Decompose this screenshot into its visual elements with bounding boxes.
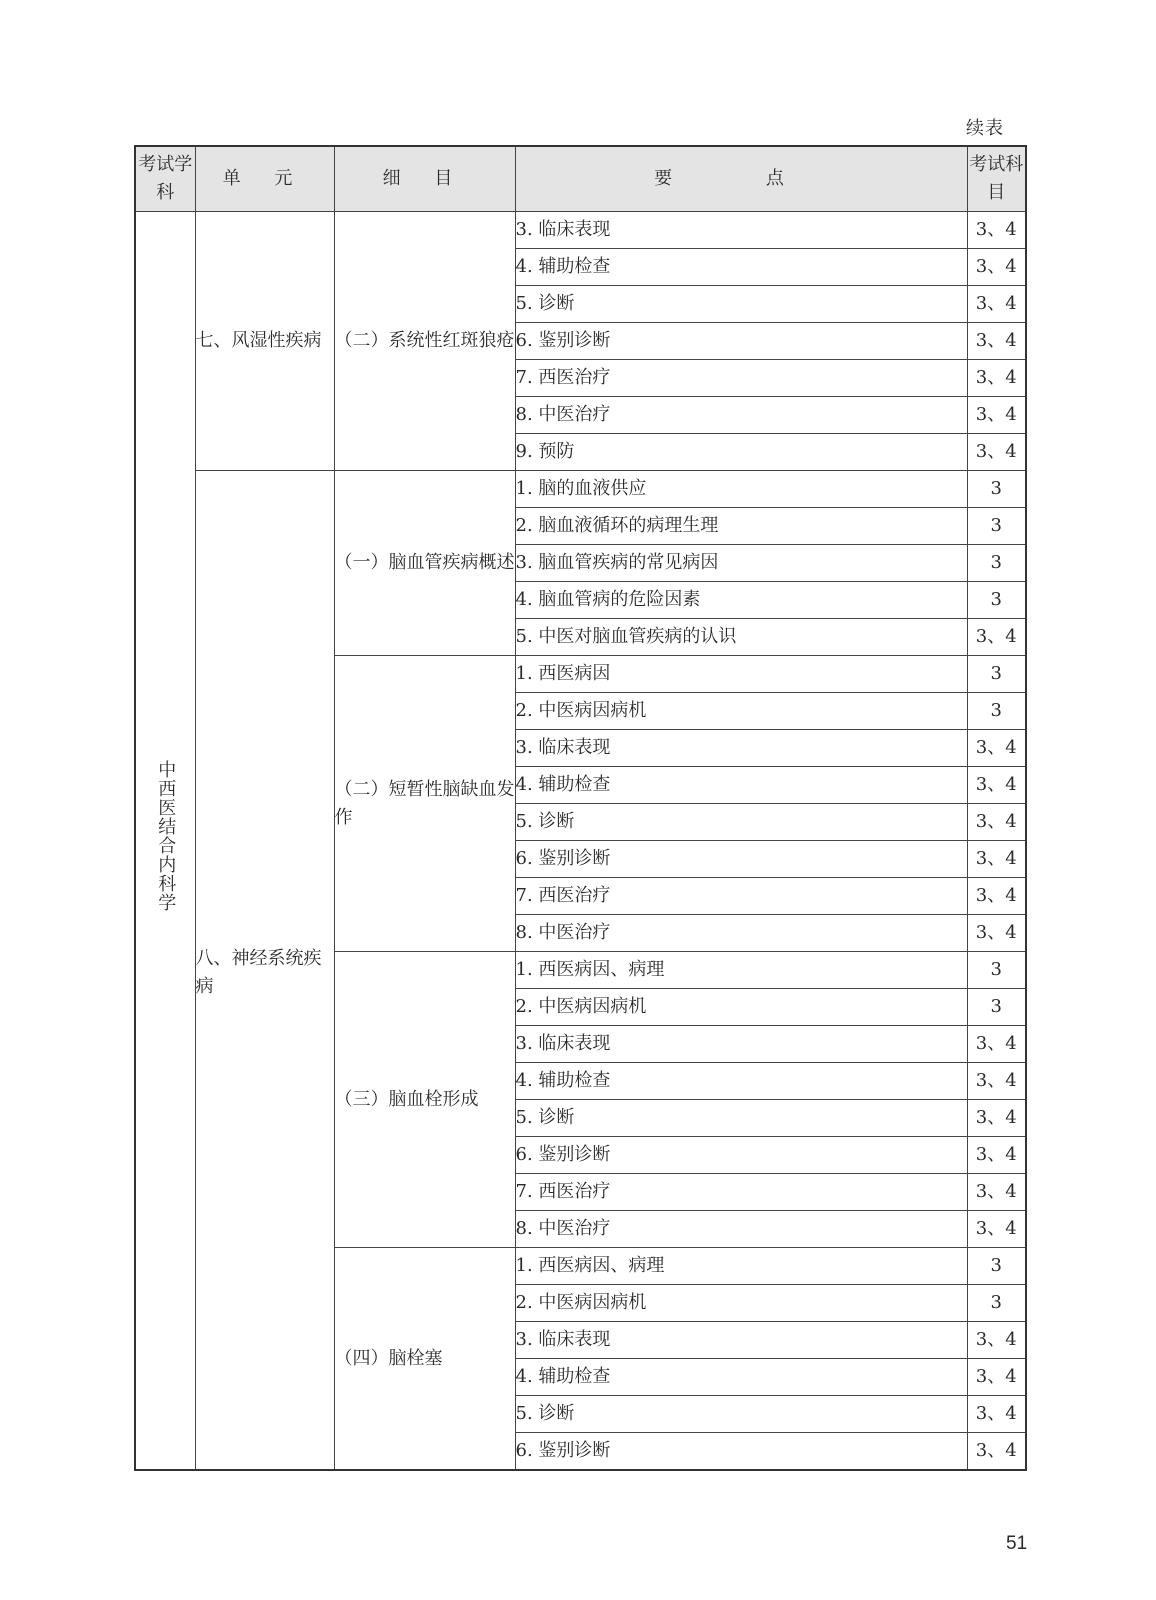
item-cell: （三）脑血栓形成: [334, 952, 515, 1248]
point-cell: 9. 预防: [515, 434, 967, 471]
level-cell: 3、4: [967, 804, 1026, 841]
point-cell: 1. 脑的血液供应: [515, 471, 967, 508]
table-row: [135, 212, 1026, 249]
point-cell: 4. 辅助检查: [515, 249, 967, 286]
point-cell: 3. 临床表现: [515, 1026, 967, 1063]
level-cell: 3、4: [967, 1100, 1026, 1137]
level-cell: 3、4: [967, 1396, 1026, 1433]
level-cell: 3、4: [967, 878, 1026, 915]
header-level: 考试科目: [967, 146, 1026, 212]
point-cell: 7. 西医治疗: [515, 878, 967, 915]
level-cell: 3、4: [967, 397, 1026, 434]
header-points: 要 点: [515, 146, 967, 212]
point-cell: 7. 西医治疗: [515, 360, 967, 397]
item-cell: （一）脑血管疾病概述: [334, 471, 515, 656]
level-cell: 3: [967, 952, 1026, 989]
level-cell: 3、4: [967, 1137, 1026, 1174]
point-cell: 8. 中医治疗: [515, 397, 967, 434]
continued-label: 续表: [966, 118, 1004, 139]
table-row: [135, 471, 1026, 508]
item-cell: （二）短暂性脑缺血发作: [334, 656, 515, 952]
table-body: [135, 212, 1026, 1471]
point-cell: 4. 脑血管病的危险因素: [515, 582, 967, 619]
header-unit: 单 元: [195, 146, 334, 212]
level-cell: 3、4: [967, 323, 1026, 360]
subject-label: 中西医结合内科学: [155, 760, 177, 912]
point-cell: 8. 中医治疗: [515, 1211, 967, 1248]
point-cell: 4. 辅助检查: [515, 1063, 967, 1100]
point-cell: 3. 脑血管疾病的常见病因: [515, 545, 967, 582]
page-number: 51: [1006, 1533, 1028, 1554]
level-cell: 3、4: [967, 841, 1026, 878]
point-cell: 5. 诊断: [515, 1396, 967, 1433]
level-cell: 3、4: [967, 286, 1026, 323]
point-cell: 5. 诊断: [515, 804, 967, 841]
level-cell: 3: [967, 582, 1026, 619]
header-item: 细 目: [334, 146, 515, 212]
point-cell: 7. 西医治疗: [515, 1174, 967, 1211]
level-cell: 3、4: [967, 915, 1026, 952]
level-cell: 3、4: [967, 730, 1026, 767]
item-cell: （二）系统性红斑狼疮: [334, 212, 515, 471]
point-cell: 3. 临床表现: [515, 212, 967, 249]
level-cell: 3: [967, 508, 1026, 545]
point-cell: 4. 辅助检查: [515, 1359, 967, 1396]
level-cell: 3: [967, 989, 1026, 1026]
level-cell: 3、4: [967, 1026, 1026, 1063]
point-cell: 1. 西医病因、病理: [515, 1248, 967, 1285]
unit-cell: 七、风湿性疾病: [195, 212, 334, 471]
level-cell: 3、4: [967, 1359, 1026, 1396]
level-cell: 3、4: [967, 767, 1026, 804]
level-cell: 3、4: [967, 212, 1026, 249]
level-cell: 3、4: [967, 1322, 1026, 1359]
level-cell: 3、4: [967, 434, 1026, 471]
point-cell: 3. 临床表现: [515, 1322, 967, 1359]
point-cell: 8. 中医治疗: [515, 915, 967, 952]
point-cell: 5. 中医对脑血管疾病的认识: [515, 619, 967, 656]
point-cell: 2. 中医病因病机: [515, 693, 967, 730]
point-cell: 2. 中医病因病机: [515, 989, 967, 1026]
point-cell: 1. 西医病因、病理: [515, 952, 967, 989]
level-cell: 3、4: [967, 619, 1026, 656]
point-cell: 2. 脑血液循环的病理生理: [515, 508, 967, 545]
level-cell: 3: [967, 1248, 1026, 1285]
level-cell: 3: [967, 471, 1026, 508]
level-cell: 3、4: [967, 1211, 1026, 1248]
level-cell: 3: [967, 1285, 1026, 1322]
level-cell: 3、4: [967, 1063, 1026, 1100]
point-cell: 2. 中医病因病机: [515, 1285, 967, 1322]
point-cell: 6. 鉴别诊断: [515, 1137, 967, 1174]
point-cell: 1. 西医病因: [515, 656, 967, 693]
level-cell: 3: [967, 656, 1026, 693]
level-cell: 3: [967, 545, 1026, 582]
subject-cell: [135, 212, 195, 1471]
level-cell: 3、4: [967, 1174, 1026, 1211]
syllabus-table: [134, 145, 1027, 1471]
level-cell: 3、4: [967, 360, 1026, 397]
level-cell: 3、4: [967, 1433, 1026, 1471]
unit-cell: 八、神经系统疾病: [195, 471, 334, 1471]
point-cell: 4. 辅助检查: [515, 767, 967, 804]
level-cell: 3、4: [967, 249, 1026, 286]
level-cell: 3: [967, 693, 1026, 730]
point-cell: 6. 鉴别诊断: [515, 841, 967, 878]
point-cell: 6. 鉴别诊断: [515, 323, 967, 360]
header-subject: 考试学科: [135, 146, 195, 212]
header-row: [135, 146, 1026, 212]
point-cell: 3. 临床表现: [515, 730, 967, 767]
point-cell: 5. 诊断: [515, 1100, 967, 1137]
point-cell: 5. 诊断: [515, 286, 967, 323]
point-cell: 6. 鉴别诊断: [515, 1433, 967, 1471]
item-cell: （四）脑栓塞: [334, 1248, 515, 1471]
